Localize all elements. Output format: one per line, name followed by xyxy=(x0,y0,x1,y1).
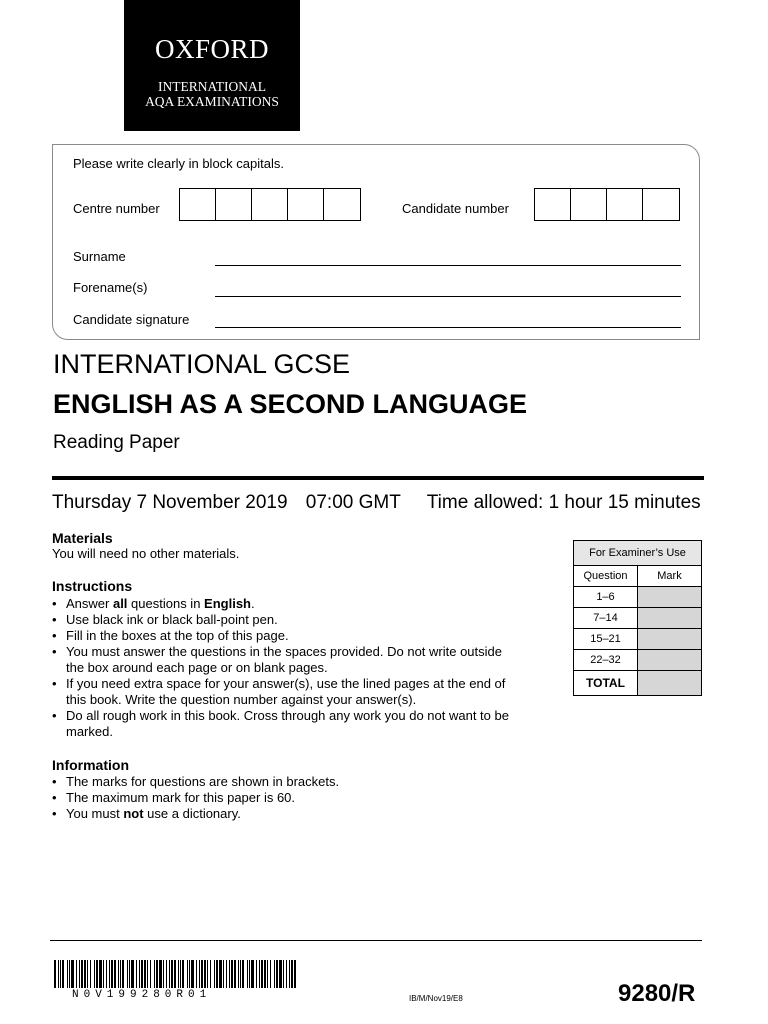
digit-box[interactable] xyxy=(607,189,643,220)
candidate-details-box xyxy=(52,144,700,340)
question-column-header: Question xyxy=(574,566,638,587)
mark-cell xyxy=(638,650,702,671)
materials-section xyxy=(52,530,562,561)
list-item: • The marks for questions are shown in brackets. xyxy=(66,774,562,790)
examiner-table-title: For Examiner’s Use xyxy=(574,541,702,566)
logo-subtitle xyxy=(124,79,300,109)
centre-number-input[interactable] xyxy=(179,188,361,221)
list-item: • Fill in the boxes at the top of this page. xyxy=(66,628,567,644)
exam-time: 07:00 GMT xyxy=(305,492,401,513)
question-range: 15–21 xyxy=(574,629,638,650)
surname-field[interactable] xyxy=(215,265,681,266)
item-line: • You must answer the questions in the spaces provided. Do not write outside xyxy=(66,644,502,659)
block-capitals-instruction: Please write clearly in block capitals. xyxy=(73,156,284,171)
digit-box[interactable] xyxy=(535,189,571,220)
digit-box[interactable] xyxy=(180,189,216,220)
instructions-heading: Instructions xyxy=(52,578,133,594)
logo-aqa: AQA EXAMINATIONS xyxy=(145,94,279,109)
examiner-use-table xyxy=(573,540,702,696)
information-heading: Information xyxy=(52,757,129,773)
paper-title: Reading Paper xyxy=(53,432,180,453)
logo-oxford: OXFORD xyxy=(154,34,270,64)
materials-text: You will need no other materials. xyxy=(52,546,240,561)
item-text: use a dictionary. xyxy=(143,806,241,821)
item-line: the box around each page or on blank pages. xyxy=(66,660,328,675)
centre-number-label: Centre number xyxy=(73,201,160,216)
digit-box[interactable] xyxy=(252,189,288,220)
forenames-label: Forename(s) xyxy=(73,280,148,295)
item-line: this book. Write the question number against your answer(s). xyxy=(66,692,417,707)
question-range: 1–6 xyxy=(574,587,638,608)
barcode-text: N0V199280R01 xyxy=(72,989,212,1001)
digit-box[interactable] xyxy=(571,189,607,220)
forenames-field[interactable] xyxy=(215,296,681,297)
signature-label: Candidate signature xyxy=(73,312,190,327)
exam-date-line xyxy=(52,492,701,514)
item-text-bold: not xyxy=(123,806,144,821)
instructions-list xyxy=(52,596,567,740)
barcode-icon xyxy=(54,960,300,990)
digit-box[interactable] xyxy=(288,189,324,220)
total-label: TOTAL xyxy=(574,671,638,696)
item-line: • If you need extra space for your answer(s), use the lined pages at the end of xyxy=(66,676,506,691)
candidate-number-label: Candidate number xyxy=(402,201,509,216)
logo-international: INTERNATIONAL xyxy=(158,79,266,94)
item-line: • Do all rough work in this book. Cross through any work you do not want to be xyxy=(66,708,509,723)
item-text-bold: English xyxy=(204,596,251,611)
question-range: 22–32 xyxy=(574,650,638,671)
mark-cell xyxy=(638,629,702,650)
digit-box[interactable] xyxy=(216,189,252,220)
list-item xyxy=(66,596,567,612)
item-text-bold: all xyxy=(112,596,128,611)
item-text: You must xyxy=(66,806,124,821)
item-text: Answer xyxy=(66,596,113,611)
oxford-aqa-logo xyxy=(124,0,300,131)
list-item: • Use black ink or black ball-point pen. xyxy=(66,612,567,628)
mark-column-header: Mark xyxy=(638,566,702,587)
footer-divider xyxy=(50,940,702,941)
list-item xyxy=(66,708,567,740)
digit-box[interactable] xyxy=(643,189,679,220)
item-text: . xyxy=(251,596,255,611)
materials-heading: Materials xyxy=(52,530,113,546)
title-divider xyxy=(52,476,704,480)
mark-cell xyxy=(638,587,702,608)
time-allowed: Time allowed: 1 hour 15 minutes xyxy=(426,492,701,513)
item-line: marked. xyxy=(66,724,113,739)
reference-code: IB/M/Nov19/E8 xyxy=(409,994,463,1003)
signature-field[interactable] xyxy=(215,327,681,328)
list-item xyxy=(66,644,567,676)
qualification-title: INTERNATIONAL GCSE xyxy=(53,349,351,379)
mark-cell xyxy=(638,608,702,629)
surname-label: Surname xyxy=(73,249,126,264)
candidate-number-input[interactable] xyxy=(534,188,680,221)
instructions-section xyxy=(52,578,567,740)
list-item: • The maximum mark for this paper is 60. xyxy=(66,790,562,806)
digit-box[interactable] xyxy=(324,189,360,220)
information-list xyxy=(52,774,562,822)
list-item xyxy=(66,806,562,822)
information-section xyxy=(52,757,562,822)
exam-date: Thursday 7 November 2019 xyxy=(52,492,288,513)
question-range: 7–14 xyxy=(574,608,638,629)
item-text: questions in xyxy=(127,596,205,611)
subject-title: ENGLISH AS A SECOND LANGUAGE xyxy=(53,389,528,419)
total-mark-cell xyxy=(638,671,702,696)
paper-code: 9280/R xyxy=(618,980,696,1007)
list-item xyxy=(66,676,567,708)
